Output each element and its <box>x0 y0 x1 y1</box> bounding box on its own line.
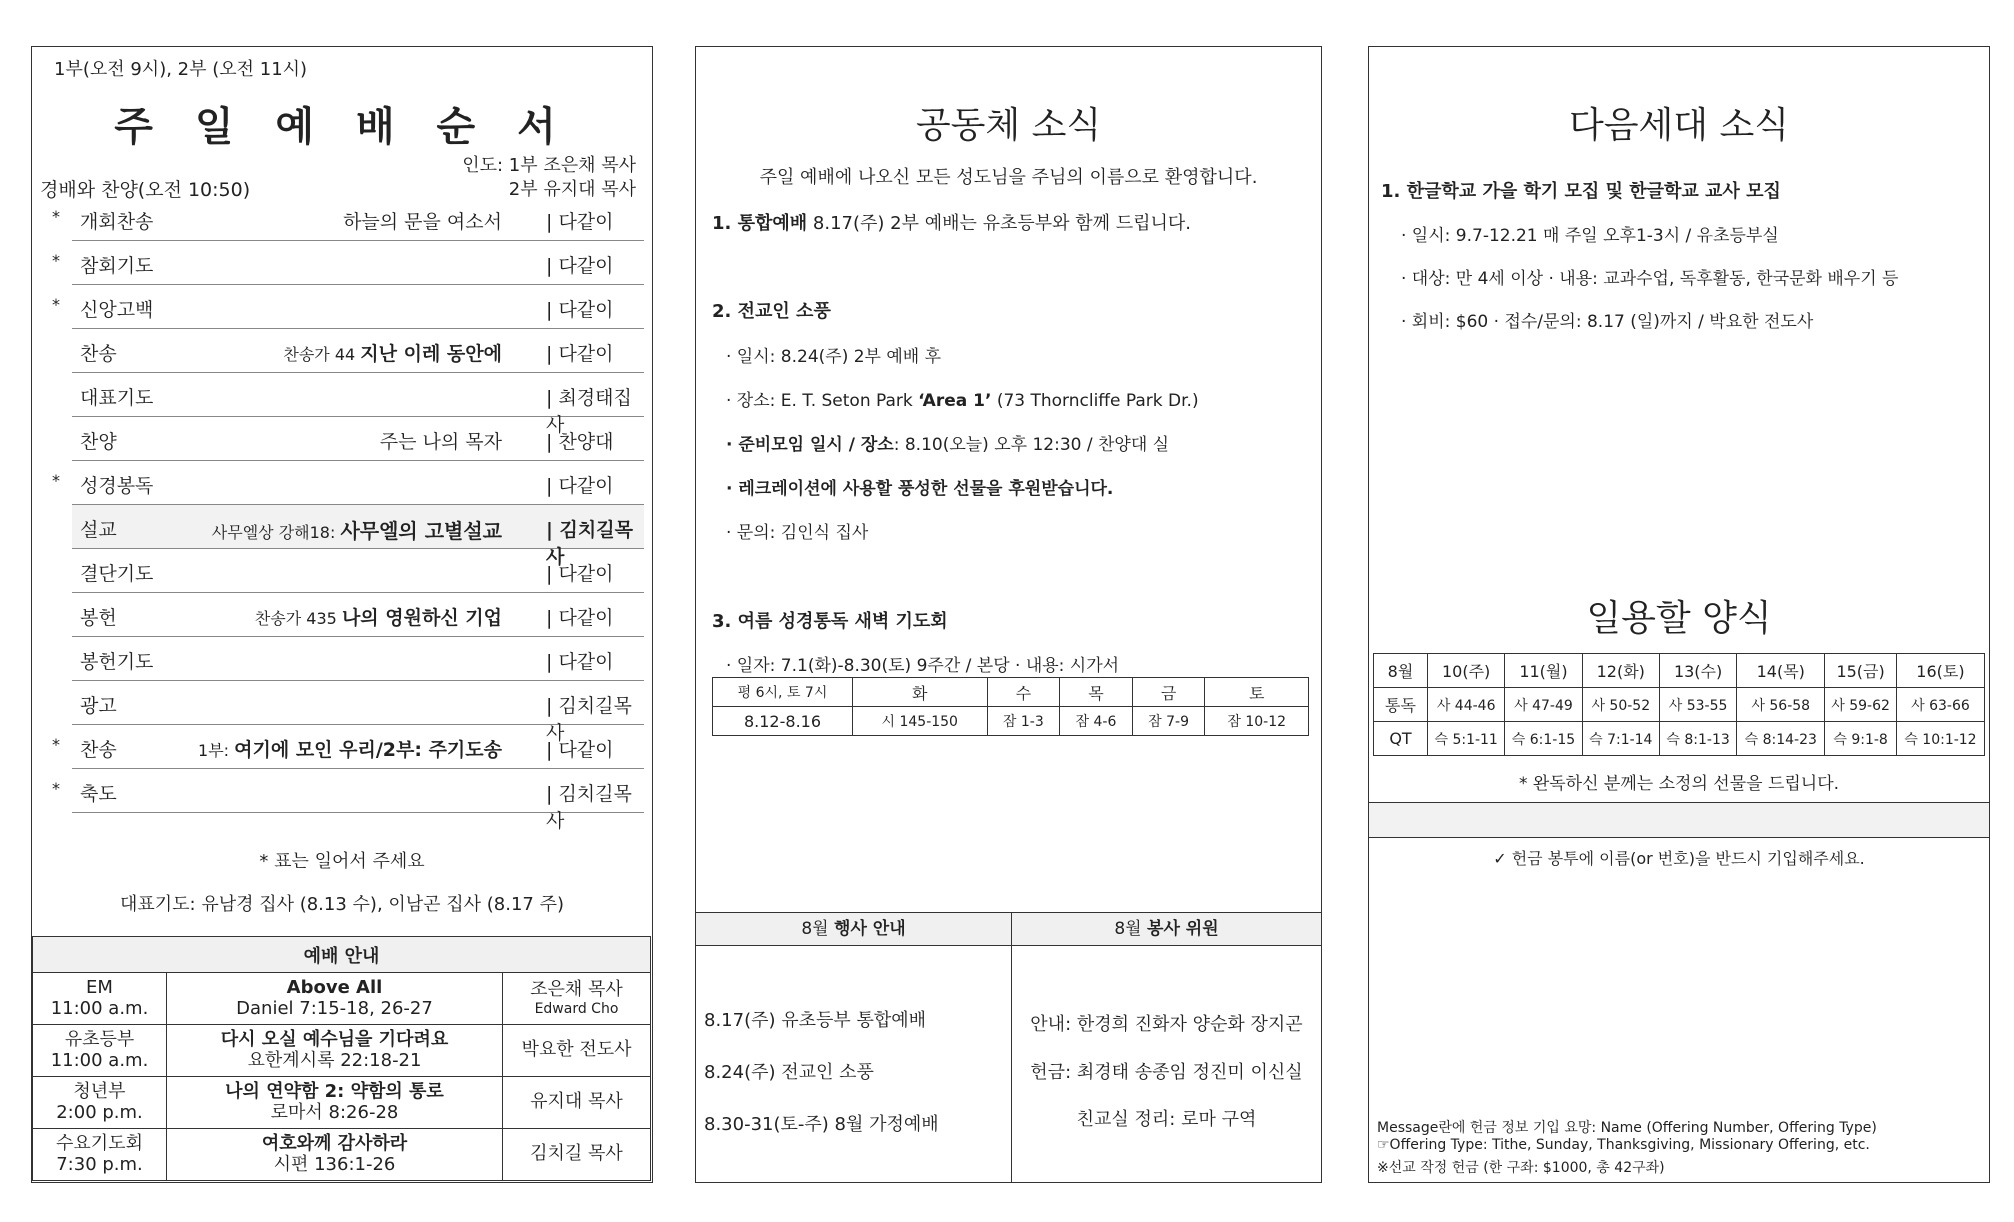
stand-marker: * <box>52 471 60 490</box>
worship-order-panel <box>31 46 653 1183</box>
order-row <box>52 769 644 832</box>
next-generation-panel <box>1368 46 1990 1183</box>
order-item-by: | 김치길목사 <box>546 783 632 832</box>
prelude: 경배와 찬양(오전 10:50) <box>40 179 251 201</box>
stand-marker: * <box>52 295 60 314</box>
table-row: 통독 사 44-46 사 47-49 사 50-52 사 53-55 사 56-58 사 59-62 사 63-66 <box>1374 688 1985 722</box>
events-column <box>696 913 1012 1183</box>
order-item-detail: 하늘의 문을 여소서 <box>343 211 502 233</box>
order-row <box>52 285 644 329</box>
leader-line-2: 2부 유지대 목사 <box>508 179 636 200</box>
order-item-by: | 다같이 <box>546 739 614 761</box>
representative-prayer: 대표기도: 유남경 집사 (8.13 수), 이남곤 집사 (8.17 주) <box>119 894 564 915</box>
news-item-1: 1. 통합예배 8.17(주) 2부 예배는 유초등부와 함께 드립니다. <box>712 213 1192 234</box>
stand-marker: * <box>52 735 60 754</box>
order-item-name: 축도 <box>80 783 117 805</box>
order-item-by: | 다같이 <box>546 255 614 277</box>
order-item-name: 찬송 <box>80 739 117 761</box>
order-item-name: 참회기도 <box>80 255 154 277</box>
stand-note: * 표는 일어서 주세요 <box>259 851 425 872</box>
reading-schedule-table <box>712 677 1309 736</box>
order-row <box>52 241 644 285</box>
news-item-3-title: 3. 여름 성경통독 새벽 기도회 <box>712 611 948 632</box>
order-row <box>72 637 644 681</box>
offering-footnote: Message란에 헌금 정보 기입 요망: Name (Offering Number, Offering Type) <box>1377 1120 1877 1136</box>
order-item-name: 봉헌기도 <box>80 651 154 673</box>
order-item-name: 대표기도 <box>80 387 154 409</box>
table-header-row: 8월 10(주) 11(월) 12(화) 13(수) 14(목) 15(금) 16(토) <box>1374 654 1985 688</box>
order-row <box>72 373 644 436</box>
order-item-name: 개회찬송 <box>80 211 154 233</box>
events-header: 8월 행사 안내 <box>696 913 1011 946</box>
order-item-detail: 주는 나의 목자 <box>379 431 502 453</box>
event-item: 8.30-31(토-주) 8월 가정예배 <box>704 1114 939 1135</box>
volunteer-item: 안내: 한경희 진화자 양순화 장지곤 <box>1030 1014 1303 1035</box>
order-row <box>52 725 644 769</box>
news-item-2-line: · 문의: 김인식 집사 <box>726 523 869 543</box>
order-item-name: 봉헌 <box>80 607 117 629</box>
table-row: 유초등부 11:00 a.m. 다시 오실 예수님을 기다려요 요한계시록 22:18-21 박요한 전도사 <box>33 1025 651 1077</box>
korean-school-line: · 회비: $60 · 접수/문의: 8.17 (일)까지 / 박요한 전도사 <box>1401 312 1814 332</box>
order-item-name: 찬송 <box>80 343 117 365</box>
news-item-2-line: · 장소: E. T. Seton Park ‘Area 1’ (73 Thorncliffe Park Dr.) <box>726 391 1199 411</box>
divider-band <box>1369 802 1989 838</box>
offering-footnote: ☞Offering Type: Tithe, Sunday, Thanksgiving, Missionary Offering, etc. <box>1377 1137 1870 1153</box>
order-row <box>52 197 644 241</box>
korean-school-line: · 일시: 9.7-12.21 매 주일 오후1-3시 / 유초등부실 <box>1401 226 1779 246</box>
order-item-detail: 찬송가 44 지난 이레 동안에 <box>283 343 502 365</box>
order-item-name: 설교 <box>80 519 117 541</box>
table-row: 수요기도회 7:30 p.m. 여호와께 감사하라 시편 136:1-26 김치길 목사 <box>33 1129 651 1181</box>
stand-marker: * <box>52 207 60 226</box>
order-item-detail: 사무엘상 강해18: 사무엘의 고별설교 <box>211 519 502 543</box>
news-item-3-line: · 일자: 7.1(화)-8.30(토) 9주간 / 본당 · 내용: 시가서 <box>726 656 1120 676</box>
event-item: 8.17(주) 유초등부 통합예배 <box>704 1010 927 1031</box>
order-item-by: | 다같이 <box>546 651 614 673</box>
order-item-by: | 최경태집사 <box>546 387 632 436</box>
order-item-name: 찬양 <box>80 431 117 453</box>
order-item-detail: 찬송가 435 나의 영원하신 기업 <box>254 607 502 629</box>
order-list <box>52 197 644 832</box>
worship-guide-header: 예배 안내 <box>33 937 651 973</box>
table-row: 청년부 2:00 p.m. 나의 연약함 2: 약함의 통로 로마서 8:26-28 유지대 목사 <box>33 1077 651 1129</box>
welcome-text: 주일 예배에 나오신 모든 성도님을 주님의 이름으로 환영합니다. <box>759 167 1258 188</box>
order-item-name: 성경봉독 <box>80 475 154 497</box>
event-item: 8.24(주) 전교인 소풍 <box>704 1062 874 1083</box>
order-item-by: | 김치길목사 <box>546 695 632 744</box>
order-item-by: | 다같이 <box>546 607 614 629</box>
volunteer-item: 헌금: 최경태 송종임 정진미 이신실 <box>1030 1062 1303 1083</box>
leader-line-1: 인도: 1부 조은채 목사 <box>462 155 636 176</box>
order-item-by: | 다같이 <box>546 343 614 365</box>
monthly-info <box>696 912 1321 1183</box>
page-title: 주 일 예 배 순 서 <box>114 104 570 150</box>
envelope-note: ✓ 헌금 봉투에 이름(or 번호)을 반드시 기입해주세요. <box>1493 849 1865 868</box>
community-news-panel <box>695 46 1322 1183</box>
volunteer-item: 친교실 정리: 로마 구역 <box>1076 1109 1257 1130</box>
order-item-by: | 다같이 <box>546 563 614 585</box>
completion-note: * 완독하신 분께는 소정의 선물을 드립니다. <box>1518 774 1840 794</box>
order-row <box>72 329 644 373</box>
stand-marker: * <box>52 251 60 270</box>
order-item-by: | 다같이 <box>546 475 614 497</box>
offering-footnote: ※선교 작정 헌금 (한 구좌: $1000, 총 42구좌) <box>1377 1160 1665 1176</box>
korean-school-line: · 대상: 만 4세 이상 · 내용: 교과수업, 독후활동, 한국문화 배우기 등 <box>1401 269 1899 289</box>
community-title: 공동체 소식 <box>915 105 1102 146</box>
order-row <box>72 549 644 593</box>
stand-marker: * <box>52 779 60 798</box>
order-item-detail: 1부: 여기에 모인 우리/2부: 주기도송 <box>198 739 502 761</box>
order-row <box>52 461 644 505</box>
table-row: 8.12-8.16 시 145-150 잠 1-3 잠 4-6 잠 7-9 잠 10-12 <box>713 707 1309 736</box>
news-item-2-line: · 일시: 8.24(주) 2부 예배 후 <box>726 347 942 367</box>
news-item-2-line: · 준비모임 일시 / 장소: 8.10(오늘) 오후 12:30 / 찬양대 실 <box>726 435 1170 455</box>
service-times: 1부(오전 9시), 2부 (오전 11시) <box>54 59 308 80</box>
order-row <box>72 593 644 637</box>
table-header-row: 평 6시, 토 7시 화 수 목 금 토 <box>713 678 1309 707</box>
order-row-sermon <box>72 505 644 568</box>
order-row <box>72 681 644 744</box>
table-row: EM 11:00 a.m. Above All Daniel 7:15-18, 26-27 조은채 목사 Edward Cho <box>33 973 651 1025</box>
korean-school-heading: 1. 한글학교 가을 학기 모집 및 한글학교 교사 모집 <box>1381 181 1781 202</box>
news-item-2-line: · 레크레이션에 사용할 풍성한 선물을 후원받습니다. <box>726 479 1114 499</box>
order-item-name: 결단기도 <box>80 563 154 585</box>
news-item-2-title: 2. 전교인 소풍 <box>712 301 831 322</box>
volunteers-column <box>1012 913 1321 1183</box>
order-row <box>72 417 644 461</box>
daily-reading-table <box>1373 653 1985 756</box>
volunteers-header: 8월 봉사 위원 <box>1012 913 1321 946</box>
order-item-by: | 다같이 <box>546 211 614 233</box>
table-row: QT 슥 5:1-11 슥 6:1-15 슥 7:1-14 슥 8:1-13 슥 8:14-23 슥 9:1-8 슥 10:1-12 <box>1374 722 1985 756</box>
next-generation-title: 다음세대 소식 <box>1568 105 1790 146</box>
order-item-by: | 다같이 <box>546 299 614 321</box>
order-item-name: 신앙고백 <box>80 299 154 321</box>
order-item-name: 광고 <box>80 695 117 717</box>
daily-bread-title: 일용할 양식 <box>1586 598 1772 639</box>
order-item-by: | 김치길목사 <box>546 519 633 568</box>
order-item-by: | 찬양대 <box>546 431 614 453</box>
worship-guide-table <box>32 936 651 1181</box>
